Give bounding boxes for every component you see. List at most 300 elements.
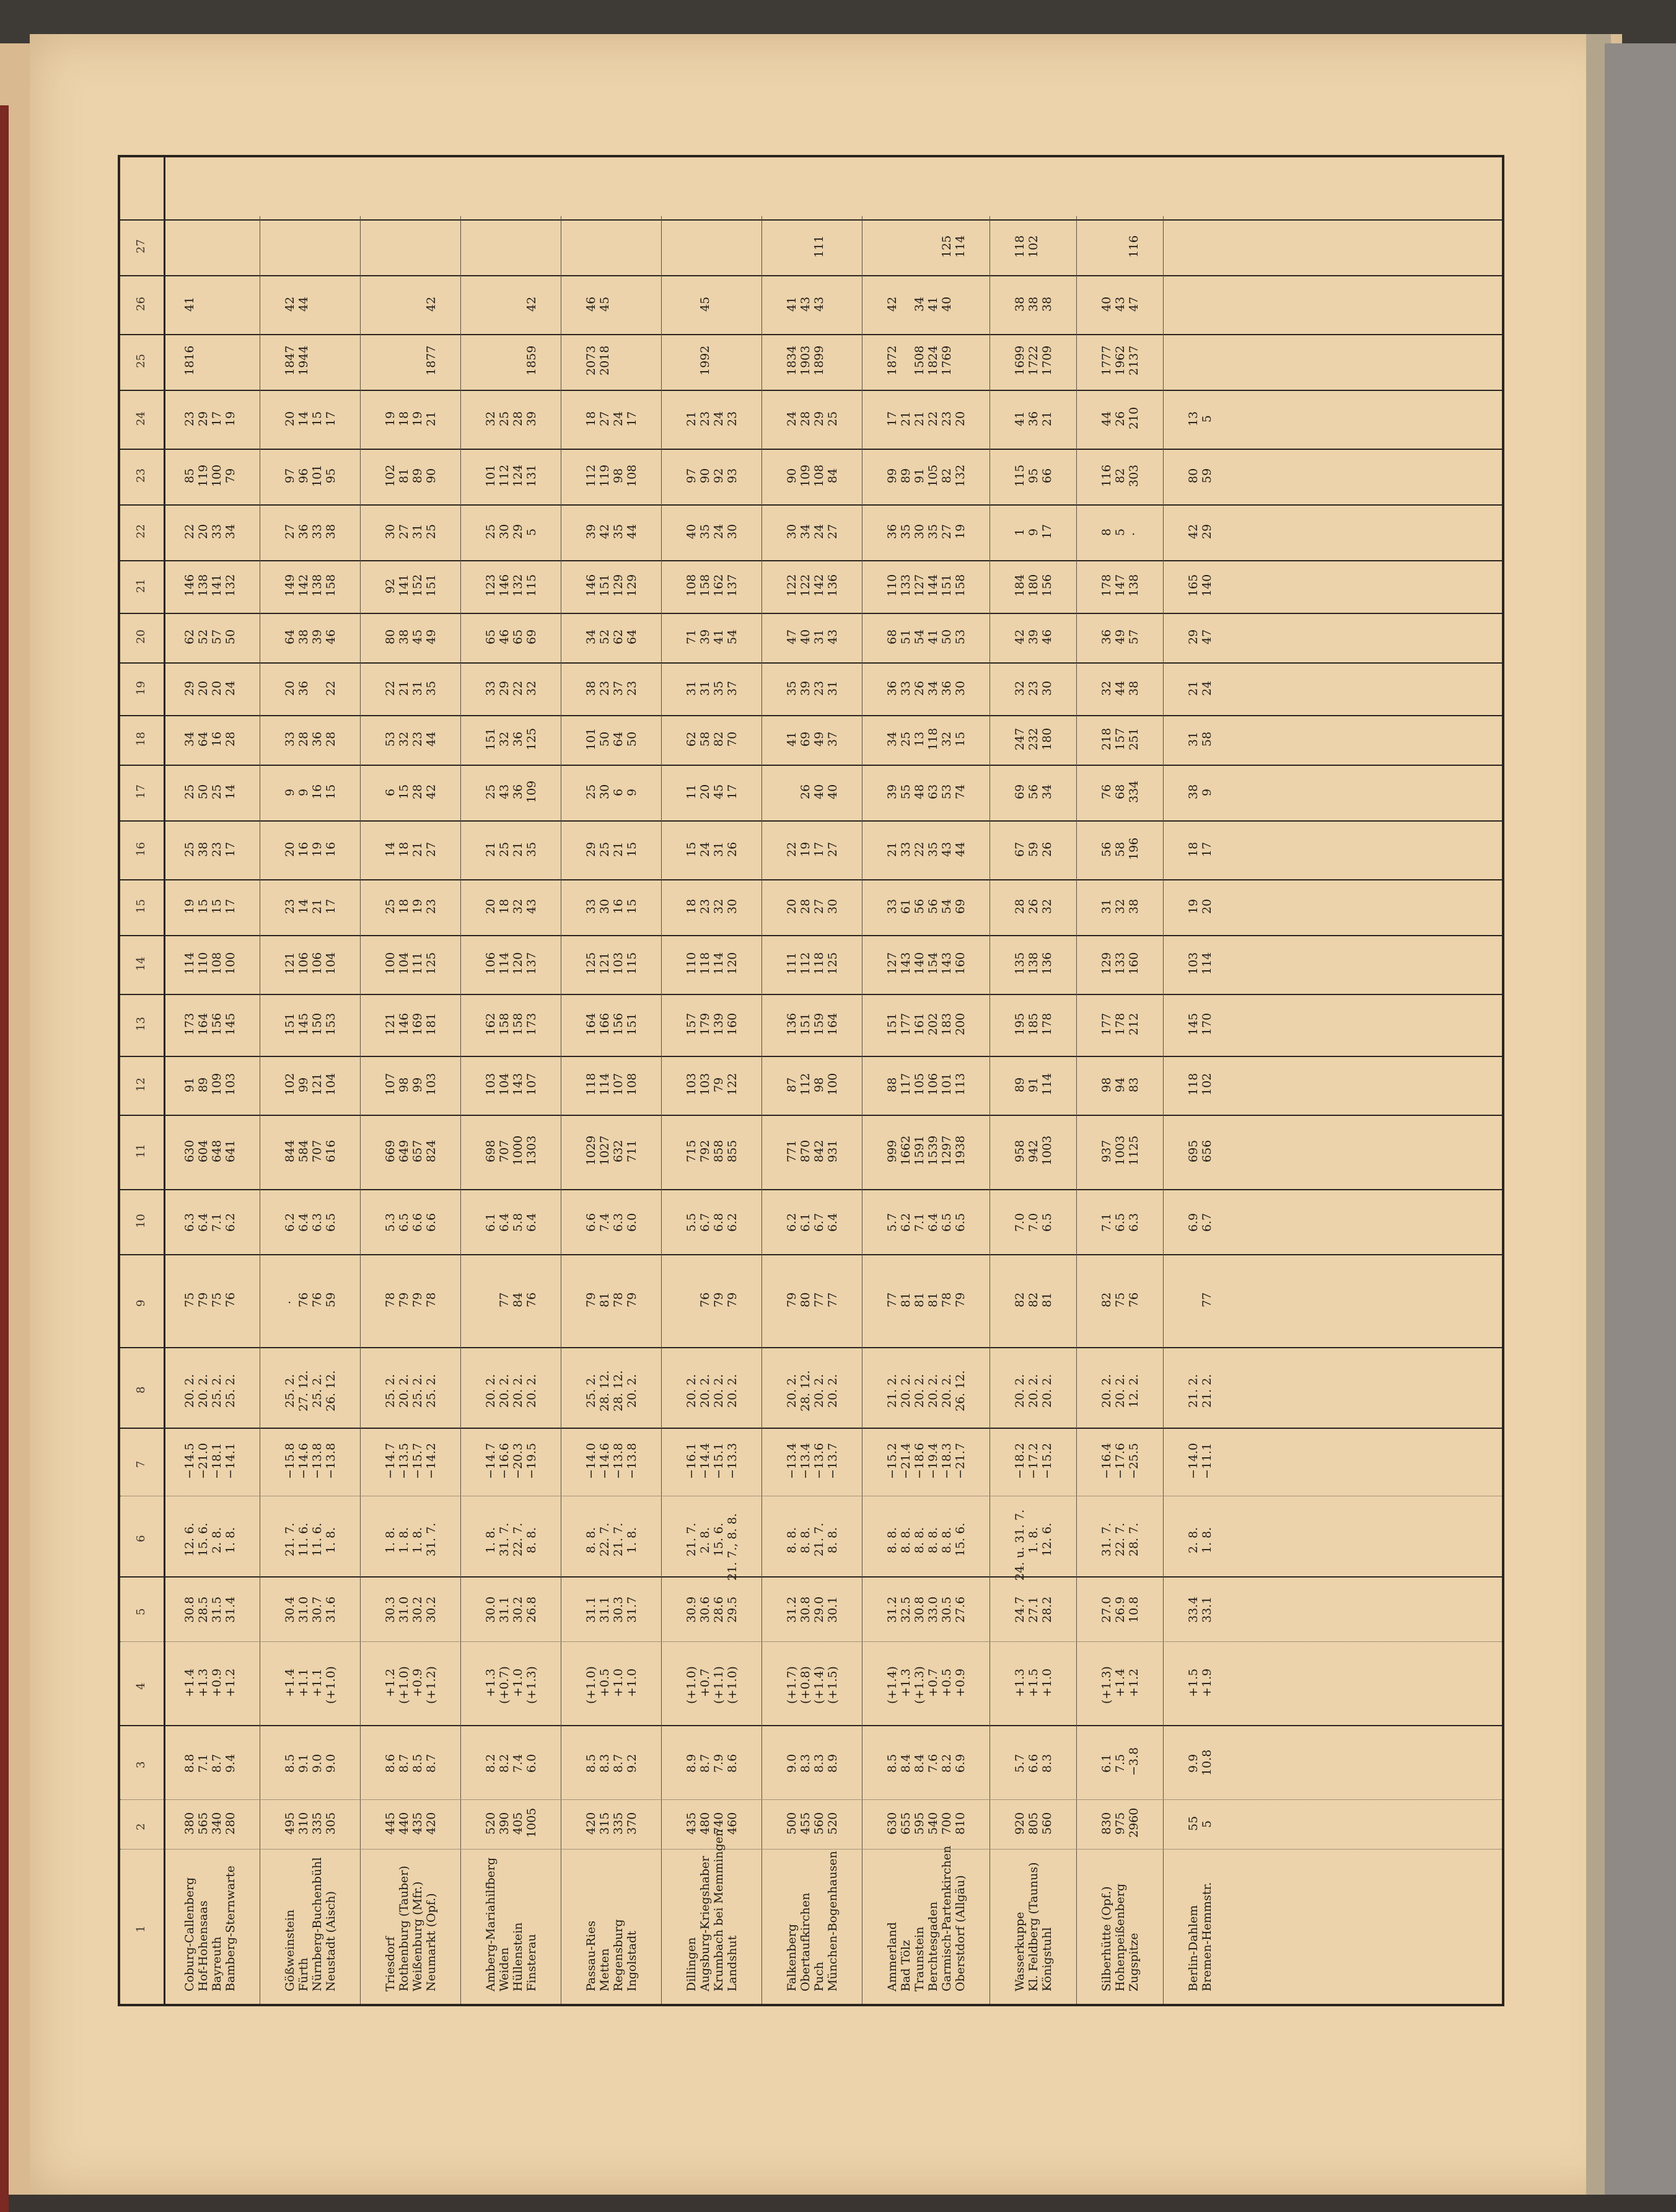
cell-value: 28: [1013, 898, 1027, 914]
cell-value: 870: [799, 1139, 812, 1162]
cell-value: 1005: [525, 1807, 538, 1838]
cell-value: 6.6: [411, 1213, 424, 1232]
cell-value: 21: [685, 411, 698, 426]
cell-value: 31: [812, 629, 826, 644]
cell-value: 43: [1113, 296, 1127, 312]
cell-value: 28: [297, 731, 310, 747]
cell-value: 158: [511, 1012, 525, 1035]
cell-value: 8.7: [397, 1753, 411, 1773]
cell-value: 16: [324, 841, 338, 857]
cell-value: 108: [625, 1073, 639, 1095]
cell-value: 78: [940, 1292, 954, 1307]
cell-value: 24: [712, 524, 726, 539]
cell-value: 33.1: [1200, 1596, 1214, 1623]
cell-value: 17: [726, 784, 739, 799]
cell-value: 42: [525, 296, 538, 312]
cell-value: 20. 2.: [511, 1374, 525, 1408]
cell-value: 146: [397, 1012, 411, 1035]
cell-value: 34: [1040, 784, 1054, 799]
cell-value: 39: [310, 629, 324, 644]
cell-value: 54: [913, 629, 926, 644]
cell-value: 445: [384, 1812, 397, 1835]
cell-value: 93: [726, 468, 739, 483]
cell-value: 146: [183, 574, 196, 597]
cell-value: 25: [484, 784, 498, 799]
cell-value: 6.5: [954, 1213, 967, 1232]
cell-value: 480: [698, 1812, 712, 1835]
cell-value: 30: [826, 898, 840, 914]
cell-value: 8.8: [183, 1753, 196, 1773]
cell-value: 142: [297, 574, 310, 597]
cell-value: 32.5: [899, 1596, 913, 1623]
cell-value: 62: [183, 629, 196, 644]
cell-value: 27: [397, 524, 411, 539]
column-number: 17: [134, 784, 147, 799]
cell-value: 48: [913, 784, 926, 799]
cell-value: 29: [511, 524, 525, 539]
cell-value: 53: [384, 731, 397, 747]
cell-value: 560: [1040, 1812, 1054, 1835]
cell-value: 1003: [1113, 1135, 1127, 1165]
cell-value: 50: [224, 629, 237, 644]
cell-value: 8. 8.: [799, 1527, 812, 1553]
cell-value: 143: [899, 952, 913, 975]
cell-value: 12. 2.: [1127, 1374, 1141, 1408]
cell-value: +1.2: [224, 1668, 237, 1697]
cell-value: 17: [885, 411, 899, 426]
cell-value: 75: [183, 1292, 196, 1307]
cell-value: 21: [612, 841, 625, 857]
cell-value: 45: [598, 296, 612, 312]
cell-value: 92: [712, 468, 726, 483]
cell-value: 17: [324, 411, 338, 426]
cell-value: 210: [1127, 406, 1141, 429]
cell-value: 10.8: [1127, 1596, 1141, 1623]
cell-value: 79: [625, 1292, 639, 1307]
cell-value: 39: [1027, 629, 1040, 644]
cell-value: 30.3: [612, 1596, 625, 1623]
cell-value: 102: [384, 464, 397, 487]
cell-value: 179: [698, 1012, 712, 1035]
column-number: 22: [134, 524, 147, 538]
cell-value: 30: [384, 524, 397, 539]
column-rule: [120, 613, 1502, 614]
cell-value: 6.4: [196, 1213, 210, 1232]
cell-value: 8.7: [698, 1753, 712, 1773]
cell-value: 141: [397, 574, 411, 597]
cell-value: 100: [826, 1073, 840, 1095]
cell-value: 8.2: [498, 1753, 511, 1773]
cell-value: 6.3: [1127, 1213, 1141, 1232]
group-separator: [460, 216, 461, 2004]
cell-value: 94: [1113, 1077, 1127, 1092]
station-name: Traunstein: [913, 1926, 926, 1991]
cell-value: 27: [940, 524, 954, 539]
cell-value: 52: [598, 629, 612, 644]
cell-value: 14: [384, 841, 397, 857]
column-number: 1: [134, 1925, 147, 1933]
cell-value: 120: [511, 952, 525, 975]
cell-value: 6.5: [397, 1213, 411, 1232]
cell-value: 101: [310, 464, 324, 487]
cell-value: 30.3: [384, 1596, 397, 1623]
cell-value: 68: [1113, 784, 1127, 799]
cell-value: 21: [484, 841, 498, 857]
cell-value: 29.0: [812, 1596, 826, 1623]
cell-value: 32: [1113, 898, 1127, 914]
cell-value: 110: [685, 952, 698, 975]
cell-value: 1. 8.: [411, 1527, 424, 1553]
cell-value: 39: [584, 524, 598, 539]
cell-value: 8.9: [826, 1753, 840, 1773]
column-rule: [120, 765, 1502, 766]
cell-value: 669: [384, 1139, 397, 1162]
station-name: Garmisch-Partenkirchen: [940, 1845, 954, 1991]
cell-value: 9: [1200, 788, 1214, 796]
cell-value: 28: [799, 411, 812, 426]
cell-value: 76: [1127, 1292, 1141, 1307]
cell-value: 112: [799, 1073, 812, 1095]
cell-value: 45: [411, 629, 424, 644]
cell-value: 21. 7.: [612, 1522, 625, 1556]
cell-value: 18: [685, 898, 698, 914]
cell-value: 79: [712, 1077, 726, 1092]
cell-value: 158: [498, 1012, 511, 1035]
cell-value: 80: [384, 629, 397, 644]
cell-value: 11. 6.: [297, 1522, 310, 1556]
cell-value: 8.6: [384, 1753, 397, 1773]
cell-value: 31. 7.: [1100, 1522, 1113, 1556]
cell-value: 6.9: [954, 1753, 967, 1773]
cell-value: 26: [1113, 411, 1127, 426]
cell-value: −14.0: [584, 1442, 598, 1479]
cell-value: 119: [196, 464, 210, 487]
cell-value: 79: [726, 1292, 739, 1307]
cell-value: 59: [1200, 468, 1214, 483]
cell-value: 7.6: [926, 1753, 940, 1773]
cell-value: 6: [384, 788, 397, 796]
cell-value: 247: [1013, 727, 1027, 750]
cell-value: 23: [411, 731, 424, 747]
cell-value: 99: [885, 468, 899, 483]
cell-value: −19.5: [525, 1442, 538, 1479]
column-number: 15: [134, 899, 147, 913]
cell-value: 95: [1027, 468, 1040, 483]
cell-value: 34: [224, 524, 237, 539]
cell-value: 7.1: [210, 1213, 224, 1232]
cell-value: 30.5: [940, 1596, 954, 1623]
cell-value: 6.4: [525, 1213, 538, 1232]
cell-value: 9.0: [310, 1753, 324, 1773]
cell-value: 117: [899, 1073, 913, 1095]
cell-value: 8. 8.: [826, 1527, 840, 1553]
station-name: Dillingen: [685, 1937, 698, 1991]
cell-value: 6.2: [726, 1213, 739, 1232]
station-name: Landshut: [726, 1935, 739, 1991]
cell-value: 151: [424, 574, 438, 597]
cell-value: 132: [511, 574, 525, 597]
cell-value: (+0.8): [799, 1666, 812, 1704]
column-rule: [120, 994, 1502, 995]
cell-value: 8. 8.: [926, 1527, 940, 1553]
cell-value: +0.5: [940, 1668, 954, 1697]
station-name: Bad Tölz: [899, 1940, 913, 1991]
cell-value: 844: [283, 1139, 297, 1162]
cell-value: −14.2: [424, 1442, 438, 1479]
cell-value: 81: [926, 1292, 940, 1307]
cell-value: 164: [196, 1012, 210, 1035]
column-rule: [120, 1428, 1502, 1429]
cell-value: 810: [954, 1812, 967, 1835]
cell-value: 81: [598, 1292, 612, 1307]
cell-value: 420: [584, 1812, 598, 1835]
cell-value: 162: [484, 1012, 498, 1035]
cell-value: 32: [397, 731, 411, 747]
cell-value: 28.2: [1040, 1596, 1054, 1623]
cell-value: 31.1: [498, 1596, 511, 1623]
cell-value: 113: [954, 1073, 967, 1095]
cell-value: 43: [826, 629, 840, 644]
cell-value: 15: [625, 898, 639, 914]
station-name: Berchtesgaden: [926, 1902, 940, 1991]
column-rule: [120, 334, 1502, 335]
cell-value: 67: [1013, 841, 1027, 857]
cell-value: +1.3: [484, 1668, 498, 1697]
cell-value: 82: [1113, 468, 1127, 483]
cell-value: (+1.4): [812, 1666, 826, 1704]
cell-value: 42: [424, 784, 438, 799]
cell-value: 771: [785, 1139, 799, 1162]
cell-value: 118: [1187, 1073, 1200, 1095]
cell-value: 151: [598, 574, 612, 597]
cell-value: 100: [224, 952, 237, 975]
cell-value: 35: [926, 524, 940, 539]
cell-value: 13: [913, 731, 926, 747]
cell-value: 6.4: [498, 1213, 511, 1232]
cell-value: 50: [598, 731, 612, 747]
column-rule: [120, 1725, 1502, 1726]
cell-value: 280: [224, 1812, 237, 1835]
cell-value: 30.9: [685, 1596, 698, 1623]
cell-value: 103: [698, 1073, 712, 1095]
cell-value: 12. 6.: [183, 1522, 196, 1556]
cell-value: −21.4: [899, 1442, 913, 1479]
cell-value: 20: [283, 411, 297, 426]
cell-value: 937: [1100, 1139, 1113, 1162]
cell-value: 43: [799, 296, 812, 312]
cell-value: −19.4: [926, 1442, 940, 1479]
cell-value: 1029: [584, 1135, 598, 1165]
cell-value: 164: [584, 1012, 598, 1035]
cell-value: 58: [1200, 731, 1214, 747]
cell-value: 8.3: [1040, 1753, 1054, 1773]
cell-value: 177: [1100, 1012, 1113, 1035]
cell-value: 6.3: [310, 1213, 324, 1232]
column-number: 11: [134, 1144, 147, 1158]
cell-value: 41: [1013, 411, 1027, 426]
cell-value: 6.5: [1113, 1213, 1127, 1232]
cell-value: 20. 2.: [183, 1374, 196, 1408]
cell-value: 23: [183, 411, 196, 426]
cell-value: 20: [785, 898, 799, 914]
cell-value: 830: [1100, 1812, 1113, 1835]
cell-value: 30.7: [310, 1596, 324, 1623]
cell-value: 81: [1040, 1292, 1054, 1307]
cell-value: 1816: [183, 345, 196, 375]
cell-value: 131: [525, 464, 538, 487]
cell-value: 21: [913, 411, 926, 426]
cell-value: 999: [885, 1139, 899, 1162]
cell-value: 595: [913, 1812, 926, 1835]
cell-value: 700: [940, 1812, 954, 1835]
cell-value: 115: [525, 574, 538, 597]
column-rule: [120, 879, 1502, 880]
cell-value: +1.0: [612, 1668, 625, 1697]
cell-value: 20: [283, 680, 297, 696]
cell-value: 6.3: [183, 1213, 196, 1232]
cell-value: 26: [1027, 898, 1040, 914]
cell-value: +1.3: [899, 1668, 913, 1697]
station-name: Krumbach bei Memmingen: [712, 1828, 726, 1991]
cell-value: 6.4: [826, 1213, 840, 1232]
column-number: 23: [134, 468, 147, 483]
cell-value: 20. 2.: [1013, 1374, 1027, 1408]
cell-value: 100: [210, 464, 224, 487]
cell-value: 15: [685, 841, 698, 857]
cell-value: 177: [899, 1012, 913, 1035]
cell-value: (+1.0): [397, 1666, 411, 1704]
cell-value: 178: [1100, 574, 1113, 597]
cell-value: 110: [196, 952, 210, 975]
cell-value: +1.4: [1113, 1668, 1127, 1697]
cell-value: 23: [698, 411, 712, 426]
cell-value: 1699: [1013, 345, 1027, 375]
cell-value: 6.5: [940, 1213, 954, 1232]
cell-value: 42: [885, 296, 899, 312]
cell-value: 26: [726, 841, 739, 857]
cell-value: 42: [1187, 524, 1200, 539]
cell-value: 27.6: [954, 1596, 967, 1623]
cell-value: 19: [799, 841, 812, 857]
cell-value: +1.0: [625, 1668, 639, 1697]
cell-value: 106: [310, 952, 324, 975]
cell-value: −14.6: [598, 1442, 612, 1479]
cell-value: 18: [397, 841, 411, 857]
cell-value: 23: [598, 680, 612, 696]
cell-value: −25.5: [1127, 1442, 1141, 1479]
cell-value: 65: [511, 629, 525, 644]
cell-value: 34: [799, 524, 812, 539]
cell-value: −14.0: [1187, 1442, 1200, 1479]
cell-value: 140: [1200, 574, 1214, 597]
cell-value: 2137: [1127, 345, 1141, 375]
cell-value: 82: [940, 468, 954, 483]
cell-value: 1003: [1040, 1135, 1054, 1165]
cell-value: 218: [1100, 727, 1113, 750]
cell-value: 6.1: [1100, 1753, 1113, 1773]
cell-value: 89: [899, 468, 913, 483]
cell-value: 14: [297, 411, 310, 426]
cell-value: −13.4: [785, 1442, 799, 1479]
cell-value: +1.3: [196, 1668, 210, 1697]
cell-value: 44: [424, 731, 438, 747]
cell-value: 108: [685, 574, 698, 597]
cell-value: 16: [297, 841, 310, 857]
cell-value: 33: [899, 680, 913, 696]
cell-value: 99: [297, 1077, 310, 1092]
cell-value: −18.6: [913, 1442, 926, 1479]
cell-value: 31: [1187, 731, 1200, 747]
cell-value: 70: [726, 731, 739, 747]
cell-value: 22: [785, 841, 799, 857]
cell-value: 7.9: [712, 1753, 726, 1773]
cell-value: 540: [926, 1812, 940, 1835]
cell-value: 32: [1013, 680, 1027, 696]
cell-value: 20: [954, 411, 967, 426]
cell-value: 23: [726, 411, 739, 426]
cell-value: 107: [612, 1073, 625, 1095]
cell-value: 31.0: [397, 1596, 411, 1623]
cell-value: −13.4: [799, 1442, 812, 1479]
station-name: Neumarkt (Opf.): [424, 1893, 438, 1991]
cell-value: +0.5: [598, 1668, 612, 1697]
cell-value: 6.3: [612, 1213, 625, 1232]
cell-value: 18: [1187, 841, 1200, 857]
column-number: 14: [134, 956, 147, 971]
cell-value: 20. 2.: [826, 1374, 840, 1408]
cell-value: 30.2: [424, 1596, 438, 1623]
column-number: 20: [134, 630, 147, 644]
cell-value: 33: [899, 841, 913, 857]
cell-value: 495: [283, 1812, 297, 1835]
cell-value: 38: [397, 629, 411, 644]
cell-value: 21. 7.: [283, 1522, 297, 1556]
cell-value: 335: [612, 1812, 625, 1835]
cell-value: 29: [1200, 524, 1214, 539]
cell-value: 6.2: [283, 1213, 297, 1232]
cell-value: 22. 7.: [598, 1522, 612, 1556]
cell-value: 114: [183, 952, 196, 975]
cell-value: −3.8: [1127, 1747, 1141, 1776]
station-name: Wasserkuppe: [1013, 1911, 1027, 1991]
cell-value: 28: [224, 731, 237, 747]
cell-value: 160: [726, 1012, 739, 1035]
column-rule: [120, 935, 1502, 936]
cell-value: 27: [283, 524, 297, 539]
cell-value: 11. 6.: [310, 1522, 324, 1556]
cell-value: 185: [1027, 1012, 1040, 1035]
cell-value: 6.6: [1027, 1753, 1040, 1773]
cell-value: 632: [612, 1139, 625, 1162]
cell-value: 82: [1027, 1292, 1040, 1307]
cell-value: 24: [712, 411, 726, 426]
cell-value: +0.9: [954, 1668, 967, 1697]
cell-value: 183: [940, 1012, 954, 1035]
cell-value: 29: [812, 411, 826, 426]
cell-value: 147: [1113, 574, 1127, 597]
cell-value: 21: [899, 411, 913, 426]
cell-value: +1.9: [1200, 1668, 1214, 1697]
cell-value: 118: [698, 952, 712, 975]
cell-value: 35: [926, 841, 940, 857]
cell-value: +1.4: [183, 1668, 196, 1697]
cell-value: 35: [899, 524, 913, 539]
cell-value: 31.1: [584, 1596, 598, 1623]
cell-value: 2. 8.: [698, 1527, 712, 1553]
cell-value: 108: [812, 464, 826, 487]
cell-value: 8.9: [685, 1753, 698, 1773]
cell-value: 26. 12.: [954, 1370, 967, 1411]
